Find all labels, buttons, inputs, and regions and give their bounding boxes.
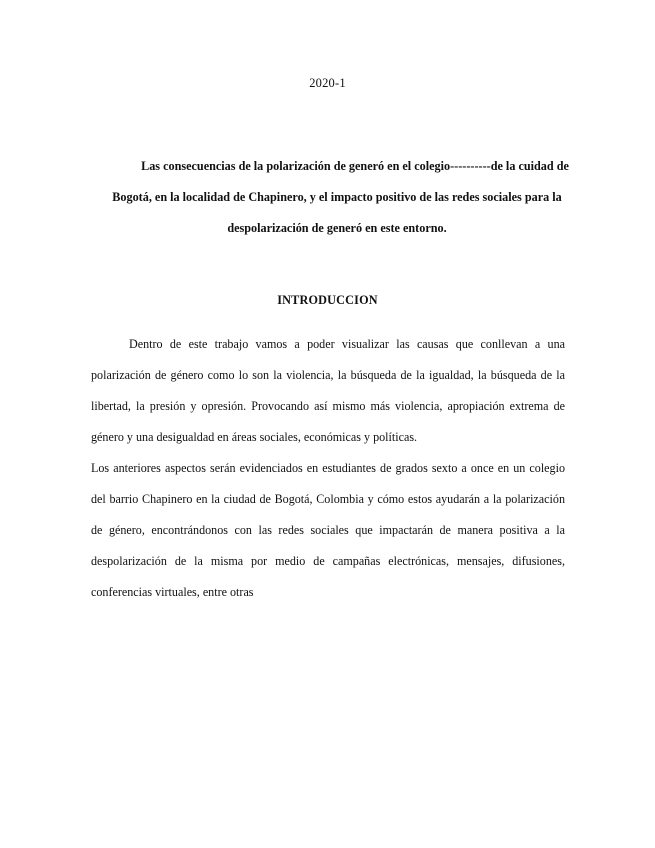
body-text [91, 329, 565, 608]
document-date: 2020-1 [309, 76, 346, 90]
paragraph-2: Los anteriores aspectos serán evidenciados en estudiantes de grados sexto a once en un colegio del barrio Chapinero en la ciudad de Bogotá, Colombia y cómo estos ayudarán a la polarización de género, encontrándonos con las redes sociales que impactarán de manera positiva a la despolarización de la misma por medio de campañas electrónicas, mensajes, difusiones, conferencias virtuales, entre otras [91, 461, 565, 599]
document-title-text: Las consecuencias de la polarización de generó en el colegio----------de la cuidad de Bogotá, en la localidad de Chapinero, y el impacto positivo de las redes sociales para la despolarización de generó en este entorno. [112, 159, 569, 235]
document-title [92, 151, 582, 244]
paragraph-1: Dentro de este trabajo vamos a poder visualizar las causas que conllevan a una polarización de género como lo son la violencia, la búsqueda de la igualdad, la búsqueda de la libertad, la presión y opresión. Provocando así mismo más violencia, apropiación extrema de género y una desigualdad en áreas sociales, económicas y políticas. [91, 337, 565, 444]
section-heading: INTRODUCCION [277, 293, 378, 307]
